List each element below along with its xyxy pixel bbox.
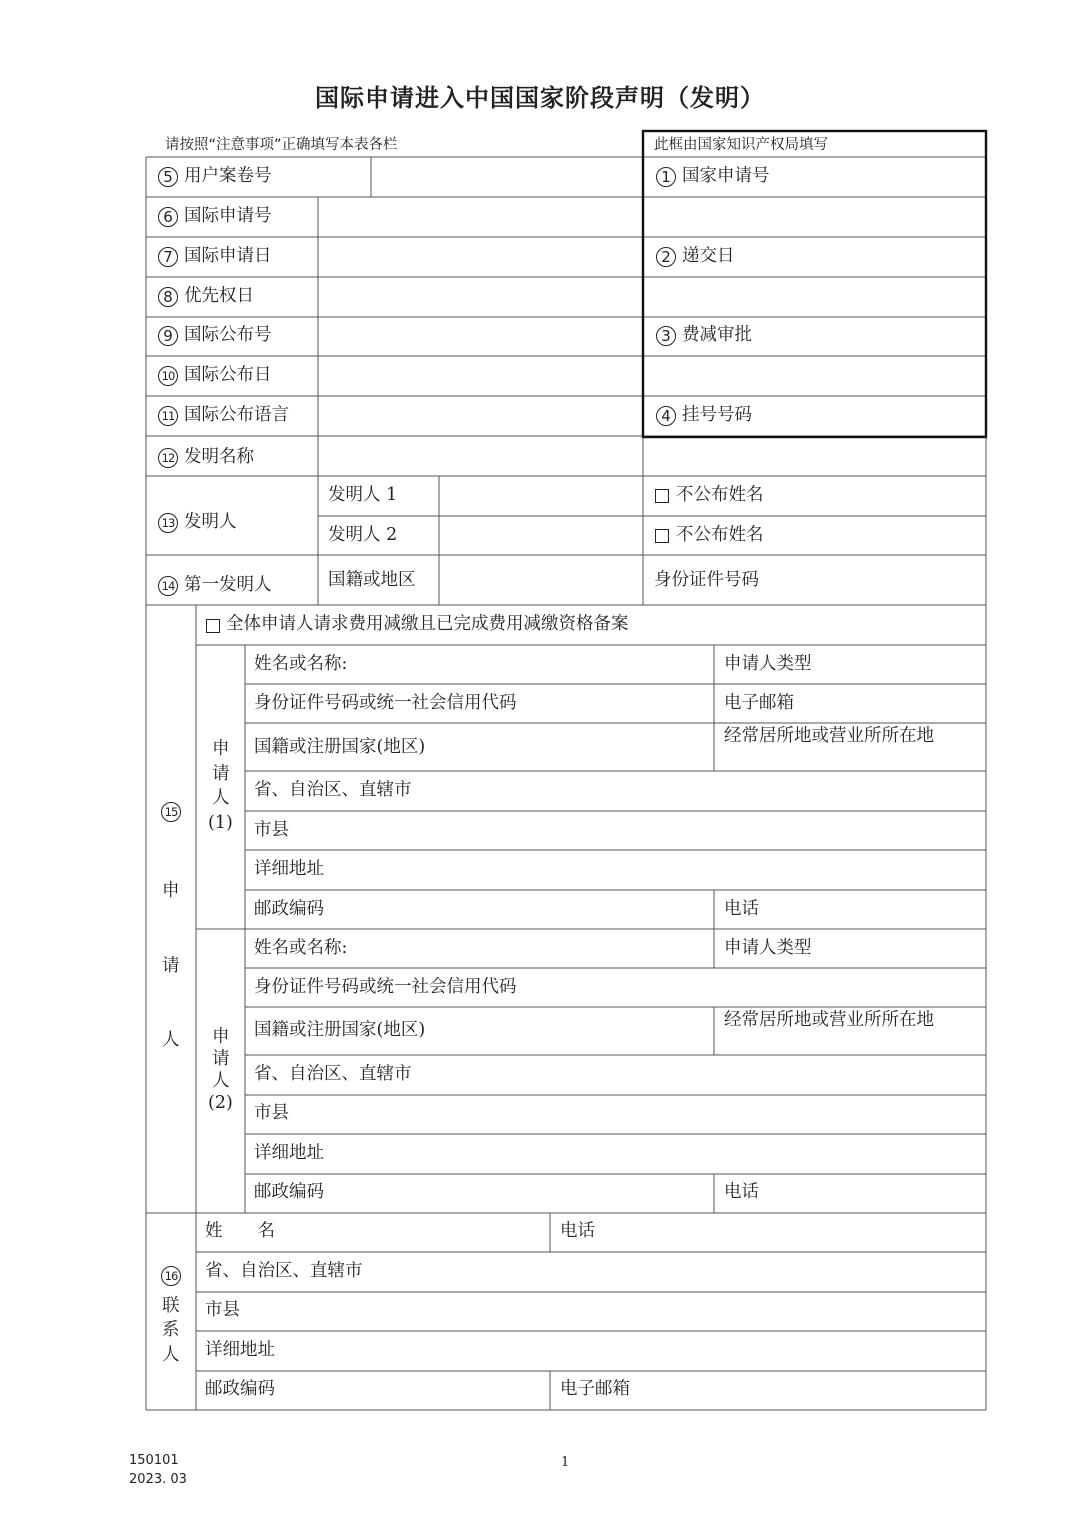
- num-16: 16: [161, 1266, 181, 1286]
- applicant2-char-4: (2): [208, 1093, 233, 1113]
- contact-name-label: 姓 名: [205, 1221, 275, 1241]
- contact-city-label: 市县: [205, 1300, 240, 1320]
- applicant1-char-1: 申: [212, 739, 230, 759]
- a2-phone-label: 电话: [724, 1182, 759, 1202]
- label-intl-pub-no: 国际公布号: [184, 325, 272, 345]
- num-2: 2: [656, 247, 676, 267]
- num-10: 10: [158, 366, 178, 386]
- num-15: 15: [161, 802, 181, 822]
- num-3: 3: [656, 326, 676, 346]
- page-title: 国际申请进入中国国家阶段声明（发明）: [315, 84, 765, 112]
- contact-phone-label: 电话: [560, 1221, 595, 1241]
- a1-residence-label: 经常居所地或营业所所在地: [724, 726, 934, 746]
- label-id-number: 身份证件号码: [654, 570, 759, 590]
- fee-reduction-all-checkbox[interactable]: [206, 619, 220, 633]
- contact-side-char-2: 系: [162, 1320, 180, 1340]
- num-11: 11: [158, 406, 178, 426]
- label-first-inventor: 第一发明人: [184, 575, 272, 595]
- contact-side-char-3: 人: [162, 1345, 180, 1365]
- label-fee-reduction: 费减审批: [682, 325, 752, 345]
- a1-email-label: 电子邮箱: [724, 693, 794, 713]
- label-invention-title: 发明名称: [184, 447, 254, 467]
- a1-address-label: 详细地址: [254, 859, 324, 879]
- form-version: 2023. 03: [129, 1472, 187, 1487]
- applicant1-char-4: (1): [208, 813, 233, 833]
- a1-postcode-label: 邮政编码: [254, 899, 324, 919]
- applicants-side-char-1: 申: [162, 881, 180, 901]
- contact-email-label: 电子邮箱: [560, 1379, 630, 1399]
- label-registered-no: 挂号号码: [682, 405, 752, 425]
- label-submission-date: 递交日: [682, 246, 735, 266]
- label-nationality: 国籍或地区: [328, 570, 416, 590]
- num-6: 6: [158, 207, 178, 227]
- label-inventors: 发明人: [184, 512, 237, 532]
- applicant1-char-3: 人: [212, 788, 230, 808]
- applicants-side-char-2: 请: [162, 956, 180, 976]
- label-withhold-name-1: 不公布姓名: [676, 485, 764, 505]
- label-fee-reduction-all: 全体申请人请求费用减缴且已完成费用减缴资格备案: [226, 614, 629, 634]
- applicant1-char-2: 请: [212, 764, 230, 784]
- a1-phone-label: 电话: [724, 899, 759, 919]
- a1-nationality-label: 国籍或注册国家(地区): [254, 737, 426, 757]
- a2-nationality-label: 国籍或注册国家(地区): [254, 1020, 426, 1040]
- contact-address-label: 详细地址: [205, 1340, 275, 1360]
- label-withhold-name-2: 不公布姓名: [676, 525, 764, 545]
- label-intl-pub-date: 国际公布日: [184, 365, 272, 385]
- a2-id-code-label: 身份证件号码或统一社会信用代码: [254, 977, 517, 997]
- a1-type-label: 申请人类型: [724, 654, 812, 674]
- label-intl-app-no: 国际申请号: [184, 206, 272, 226]
- applicant2-char-2: 请: [212, 1049, 230, 1069]
- contact-side-char-1: 联: [162, 1296, 180, 1316]
- withhold-name-1-checkbox[interactable]: [655, 489, 669, 503]
- num-4: 4: [656, 406, 676, 426]
- label-national-app-no: 国家申请号: [682, 166, 770, 186]
- a2-city-label: 市县: [254, 1103, 289, 1123]
- a2-name-label: 姓名或名称:: [254, 938, 348, 958]
- applicant2-char-1: 申: [212, 1027, 230, 1047]
- num-1: 1: [656, 167, 676, 187]
- a1-name-label: 姓名或名称:: [254, 654, 348, 674]
- num-5: 5: [158, 167, 178, 187]
- instruction-text: 请按照“注意事项”正确填写本表各栏: [165, 137, 398, 153]
- a2-residence-label: 经常居所地或营业所所在地: [724, 1010, 934, 1030]
- a1-id-code-label: 身份证件号码或统一社会信用代码: [254, 693, 517, 713]
- label-intl-pub-lang: 国际公布语言: [184, 405, 289, 425]
- label-user-case-no: 用户案卷号: [184, 166, 272, 186]
- label-intl-filing-date: 国际申请日: [184, 246, 272, 266]
- applicants-side-char-3: 人: [162, 1030, 180, 1050]
- num-9: 9: [158, 326, 178, 346]
- a2-address-label: 详细地址: [254, 1143, 324, 1163]
- label-priority-date: 优先权日: [184, 286, 254, 306]
- a2-province-label: 省、自治区、直辖市: [254, 1064, 412, 1084]
- a1-province-label: 省、自治区、直辖市: [254, 780, 412, 800]
- num-12: 12: [158, 448, 178, 468]
- num-14: 14: [158, 576, 178, 596]
- label-inventor-1: 发明人 1: [328, 485, 398, 505]
- num-13: 13: [158, 513, 178, 533]
- withhold-name-2-checkbox[interactable]: [655, 529, 669, 543]
- label-inventor-2: 发明人 2: [328, 525, 398, 545]
- a2-type-label: 申请人类型: [724, 938, 812, 958]
- page-number: 1: [561, 1455, 570, 1470]
- num-7: 7: [158, 247, 178, 267]
- form-code: 150101: [129, 1453, 179, 1468]
- applicant2-char-3: 人: [212, 1071, 230, 1091]
- a1-city-label: 市县: [254, 820, 289, 840]
- contact-province-label: 省、自治区、直辖市: [205, 1261, 363, 1281]
- a2-postcode-label: 邮政编码: [254, 1182, 324, 1202]
- official-box-caption: 此框由国家知识产权局填写: [654, 137, 828, 153]
- num-8: 8: [158, 287, 178, 307]
- contact-postcode-label: 邮政编码: [205, 1379, 275, 1399]
